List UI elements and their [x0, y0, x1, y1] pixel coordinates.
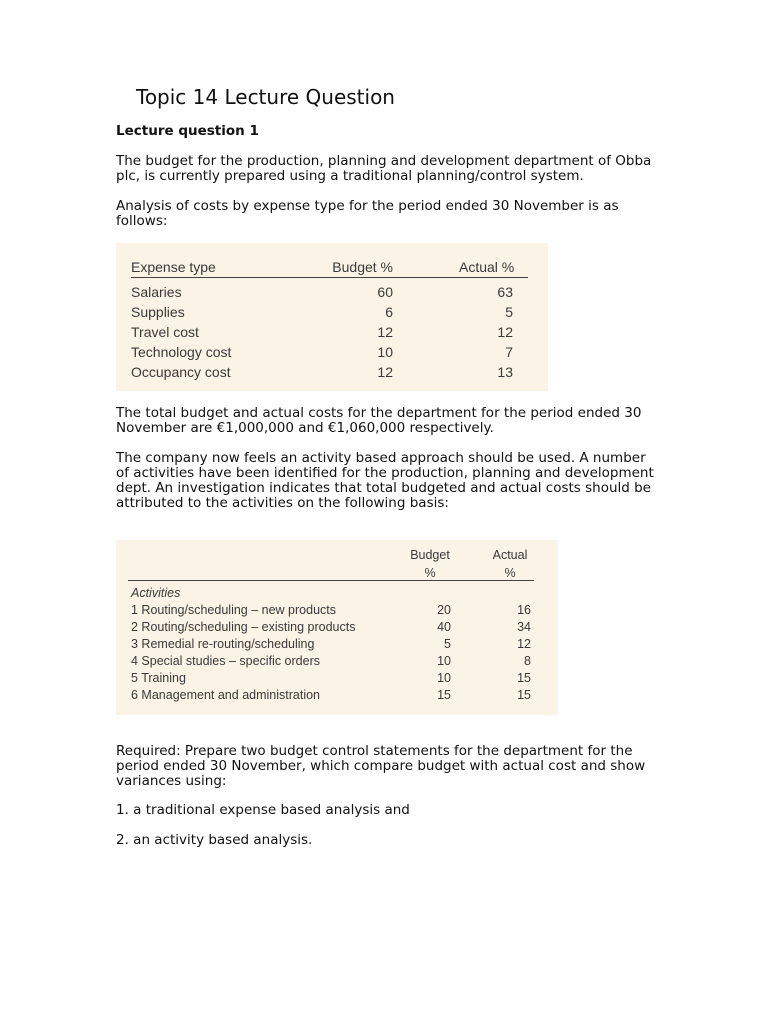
expense-name: Technology cost — [131, 344, 232, 360]
actual-value: 63 — [497, 284, 513, 300]
page-title: Topic 14 Lecture Question — [136, 85, 395, 109]
table-row — [131, 324, 529, 344]
header-rule — [128, 580, 534, 581]
header-actual: Actual — [492, 548, 528, 562]
actual-value: 15 — [517, 671, 531, 685]
budget-value: 6 — [385, 304, 393, 320]
table-row — [131, 671, 551, 688]
table-row — [131, 304, 529, 324]
header-rule — [131, 277, 528, 278]
required-text: Required: Prepare two budget control statements for the department for the period ended 30 November, which compare budget with actual cost and show variances using: — [116, 743, 646, 789]
actual-value: 7 — [505, 344, 513, 360]
section-heading: Lecture question 1 — [116, 123, 259, 139]
budget-value: 15 — [437, 688, 451, 702]
activity-name: 4 Special studies – specific orders — [131, 654, 320, 668]
budget-value: 12 — [377, 324, 393, 340]
activity-name: 2 Routing/scheduling – existing products — [131, 620, 356, 634]
budget-value: 20 — [437, 603, 451, 617]
expense-name: Salaries — [131, 284, 182, 300]
actual-value: 12 — [517, 637, 531, 651]
header-budget: Budget — [410, 548, 450, 562]
table-header-row — [131, 259, 529, 279]
table-row — [131, 654, 551, 671]
group-label-text: Activities — [131, 586, 181, 600]
analysis-paragraph — [116, 199, 656, 229]
activity-name: 5 Training — [131, 671, 186, 685]
activity-name: 3 Remedial re-routing/scheduling — [131, 637, 315, 651]
activities-table — [116, 540, 558, 715]
totals-text: The total budget and actual costs for the department for the period ended 30 November are €1,000,000 and €1,060,000 respectively. — [116, 405, 642, 436]
budget-value: 60 — [377, 284, 393, 300]
intro-text: The budget for the production, planning and development department of Obba plc, is currently prepared using a traditional planning/control system. — [116, 153, 652, 184]
table-row — [131, 603, 551, 620]
abc-paragraph — [116, 451, 656, 511]
table-row — [131, 688, 551, 705]
actual-value: 34 — [517, 620, 531, 634]
table-row — [131, 364, 529, 384]
header-actual-unit: % — [504, 566, 516, 580]
actual-value: 12 — [497, 324, 513, 340]
actual-value: 5 — [505, 304, 513, 320]
actual-value: 15 — [517, 688, 531, 702]
budget-value: 40 — [437, 620, 451, 634]
budget-value: 10 — [437, 671, 451, 685]
activity-name: 6 Management and administration — [131, 688, 321, 702]
budget-value: 12 — [377, 364, 393, 380]
list-item-1-text: 1. a traditional expense based analysis and — [116, 802, 410, 818]
actual-value: 8 — [524, 654, 531, 668]
header-budget-pct: Budget % — [332, 259, 393, 275]
list-item-2-text: 2. an activity based analysis. — [116, 832, 313, 848]
expense-name: Travel cost — [131, 324, 199, 340]
expense-name: Occupancy cost — [131, 364, 231, 380]
analysis-text: Analysis of costs by expense type for the period ended 30 November is as follows: — [116, 198, 619, 229]
activities-group-label — [131, 586, 551, 603]
header-actual-pct: Actual % — [459, 259, 515, 275]
expense-name: Supplies — [131, 304, 185, 320]
header-expense-type: Expense type — [131, 259, 216, 275]
actual-value: 13 — [497, 364, 513, 380]
budget-value: 5 — [444, 637, 451, 651]
activity-name: 1 Routing/scheduling – new products — [131, 603, 336, 617]
expense-type-table — [116, 243, 548, 391]
totals-paragraph — [116, 406, 656, 436]
list-item-2 — [116, 833, 656, 848]
budget-value: 10 — [377, 344, 393, 360]
intro-paragraph — [116, 154, 656, 184]
table-row — [131, 284, 529, 304]
table-row — [131, 620, 551, 637]
abc-text: The company now feels an activity based approach should be used. A number of activities have been identified for the production, planning and development dept. An investigation indicates that total budgeted and actual costs should be attributed to the activities on the following basis: — [116, 450, 654, 511]
required-paragraph — [116, 744, 656, 789]
actual-value: 16 — [517, 603, 531, 617]
header-budget-unit: % — [424, 566, 436, 580]
table-row — [131, 344, 529, 364]
budget-value: 10 — [437, 654, 451, 668]
table-row — [131, 637, 551, 654]
list-item-1 — [116, 803, 656, 818]
